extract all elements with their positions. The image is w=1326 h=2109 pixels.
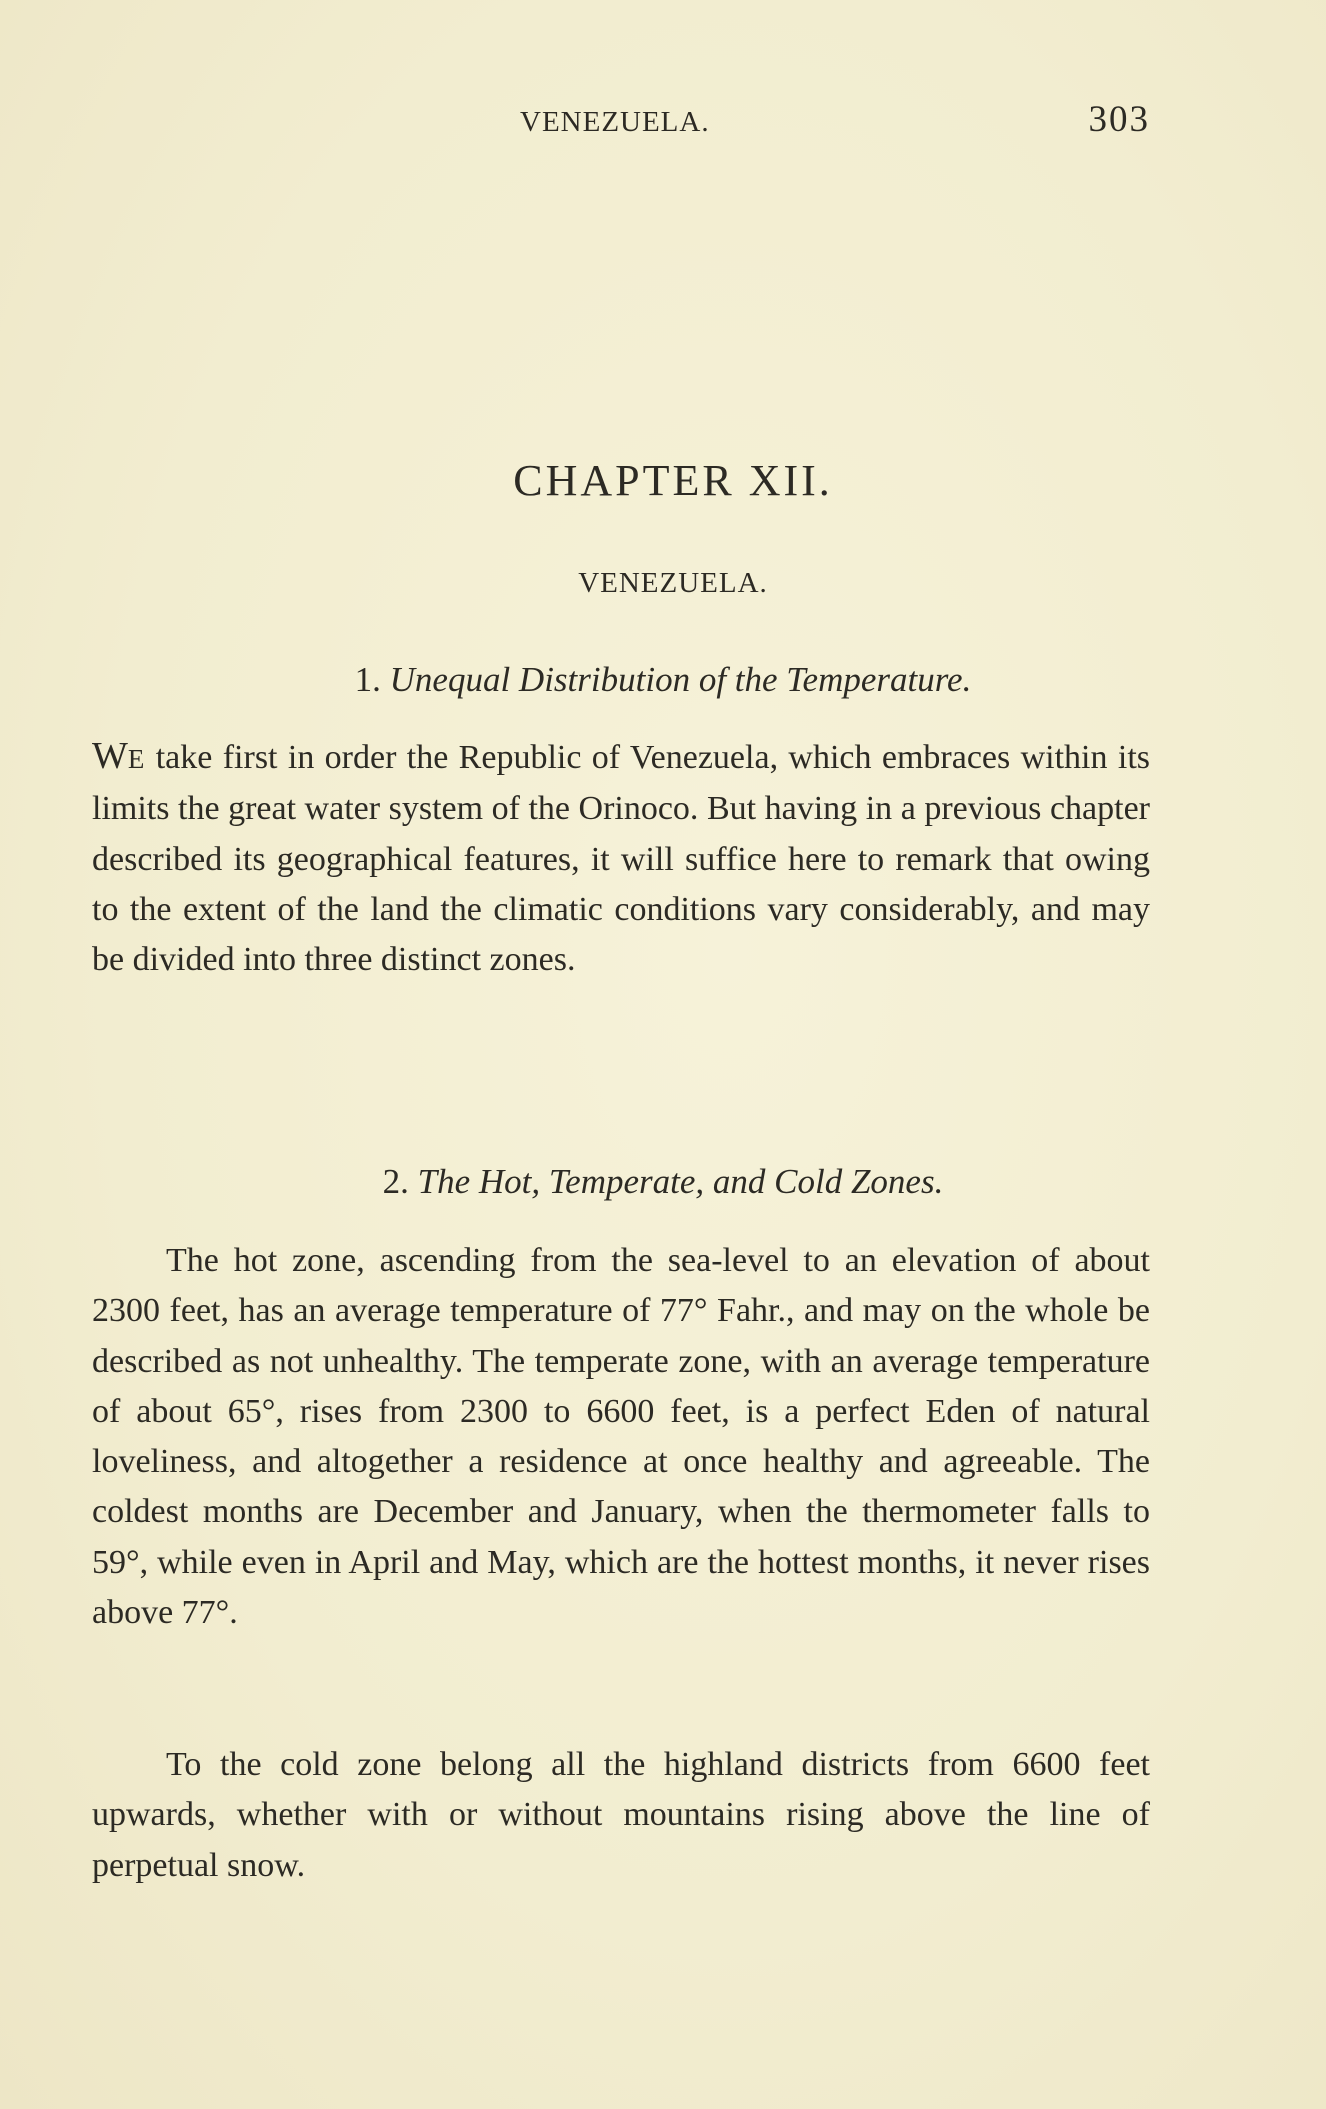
section-number: 1. (354, 660, 381, 699)
chapter-subtitle: VENEZUELA. (578, 567, 768, 599)
running-head-title: VENEZUELA. (520, 106, 710, 138)
paragraph-cold-zone: To the cold zone belong all the highland districts from 6600 feet upwards, whether with or without mountains rising above the line of perpetual snow. (92, 1746, 1150, 1884)
section-heading-1 (0, 660, 1326, 700)
section-heading-2 (0, 1162, 1326, 1202)
smallcaps-rest: E (127, 744, 146, 774)
running-head (90, 98, 1150, 148)
drop-letter: W (92, 735, 128, 777)
paragraph-intro (92, 731, 1150, 985)
section-title: The Hot, Temperate, and Cold Zones. (417, 1162, 944, 1201)
section-title: Unequal Distribution of the Temperature. (389, 660, 972, 699)
paragraph-intro-text: take first in order the Republic of Venezuela, which embraces within its limits the great water system of the Orinoco. But having in a previous chapter described its geographical features, it will suffice here to remark that owing to the extent of the land the climatic conditions vary considerably, and may be divided into three distinct zones. (92, 739, 1150, 979)
section-number: 2. (382, 1162, 409, 1201)
chapter-title: CHAPTER XII. (513, 456, 833, 505)
paragraph-hot-temperate-zones: The hot zone, ascending from the sea-level to an elevation of about 2300 feet, has an average temperature of 77° Fahr., and may on the whole be described as not unhealthy. The temperate zone, with an average temperature of about 65°, rises from 2300 to 6600 feet, is a perfect Eden of natural loveliness, and altogether a residence at once healthy and agreeable. The coldest months are December and January, when the thermometer falls to 59°, while even in April and May, which are the hottest months, it never rises above 77°. (92, 1242, 1150, 1632)
page-number: 303 (1088, 99, 1150, 140)
